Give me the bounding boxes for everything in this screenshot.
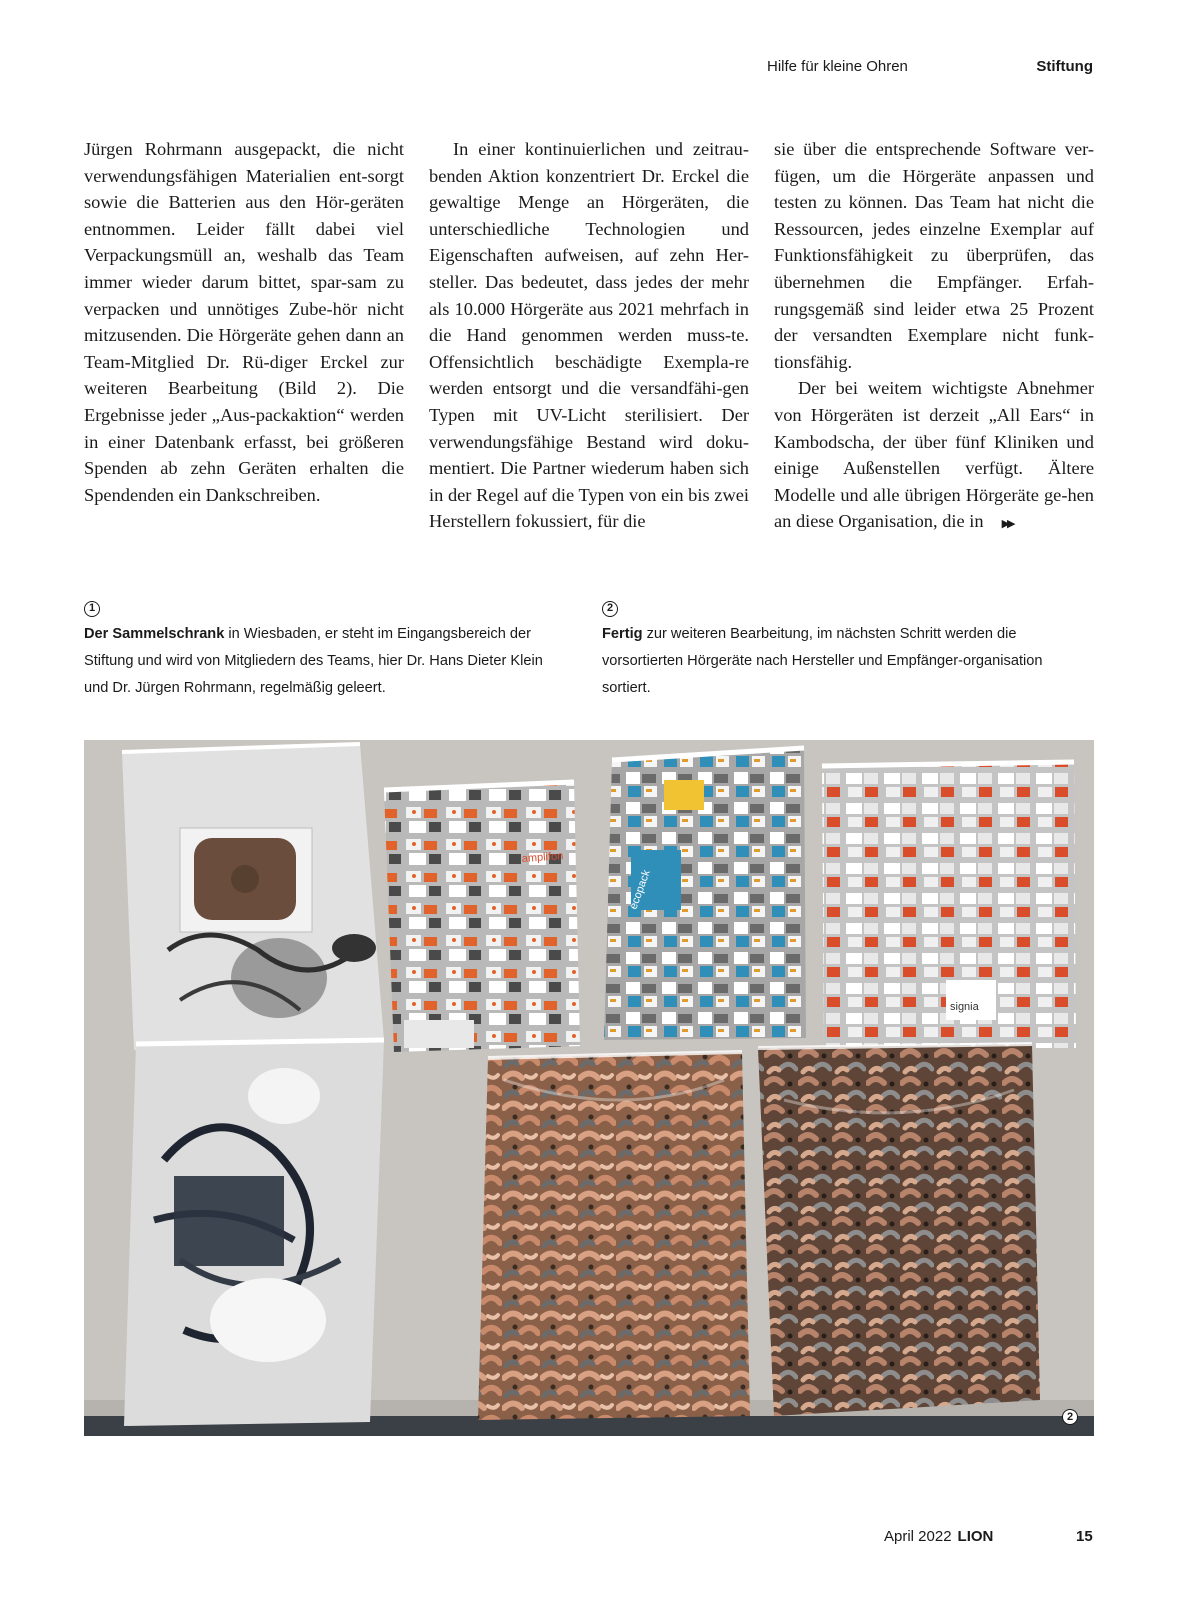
- bag-hearing-aids-1: [478, 1052, 750, 1420]
- bag-batteries-1: [384, 782, 580, 1052]
- paragraph-text: Der bei weitem wichtigste Abnehmer von Hörgeräten ist derzeit „All Ears“ in Kambodscha, der über fünf Kliniken und einige Außenstellen verfügt. Ältere Modelle und alle übrigen Hörgeräte ge-hen an diese Organisation, die in: [774, 378, 1094, 532]
- caption-2: [602, 594, 1082, 702]
- caption-lead: Fertig: [602, 626, 643, 642]
- pack-label: signia: [950, 1001, 979, 1013]
- body-paragraph-continued: [774, 375, 1094, 538]
- photo-sorted-hearing-aids: [84, 740, 1094, 1436]
- bag-batteries-3: [822, 762, 1076, 1048]
- body-column-2: [429, 136, 749, 535]
- running-header: [0, 58, 1200, 82]
- issue-date: April 2022: [884, 1528, 952, 1545]
- body-paragraph: Jürgen Rohrmann ausgepackt, die nicht verwendungsfähigen Materialien ent-sorgt sowie die Batterien aus den Hör-geräten entnommen. Leider fällt dabei viel Verpackungsmüll an, weshalb das Team immer wieder darum bittet, spar-sam zu verpacken und unnötiges Zube-hör nicht mitzusenden. Die Hörgeräte gehen dann an Team-Mitglied Dr. Rü-diger Erckel zur weiteren Bearbeitung (Bild 2). Die Ergebnisse jeder „Aus-packaktion“ werden in einer Datenbank erfasst, bei größeren Spenden ab zehn Geräten erhalten die Spendenden ein Dankschreiben.: [84, 139, 404, 505]
- caption-body: zur weiteren Bearbeitung, im nächsten Schritt werden die vorsortierten Hörgeräte nach Hersteller und Empfänger-organisation sortiert.: [602, 626, 1043, 696]
- header-topic: Hilfe für kleine Ohren: [767, 58, 908, 75]
- bag-hearing-aids-2: [758, 1044, 1040, 1416]
- body-paragraph: In einer kontinuierlichen und zeitrau-benden Aktion konzentriert Dr. Erckel die gewaltige Menge an Hörgeräten, die unterschiedliche Technologien und Eigenschaften aufweisen, auf zehn Her-steller. Das bedeutet, dass jedes der mehr als 10.000 Hörgeräte aus 2021 mehrfach in die Hand genommen werden muss-te. Offensichtlich beschädigte Exempla-re werden entsorgt und die versandfähi-gen Typen mit UV-Licht sterilisiert. Der verwendungsfähige Bestand wird doku-mentiert. Die Partner wiederum haben sich in der Regel auf die Typen von ein bis zwei Herstellern fokussiert, für die: [429, 139, 749, 532]
- caption-lead: Der Sammelschrank: [84, 626, 225, 642]
- bag-accessories-top: [122, 744, 384, 1050]
- caption-text: [602, 621, 1082, 702]
- body-column-3: [774, 136, 1094, 538]
- header-section-name: Stiftung: [1036, 58, 1093, 75]
- body-paragraph: sie über die entsprechende Software ver-fügen, um die Hörgeräte anpassen und testen zu können. Das Team hat nicht die Ressourcen, jedes einzelne Exemplar auf Funktionsfähigkeit zu überprüfen, das übernehmen die Empfänger. Erfah-rungsgemäß sind leider etwa 25 Prozent der versandten Exemplare nicht funk-tionsfähig.: [774, 139, 1094, 372]
- caption-number-badge: 2: [602, 601, 618, 617]
- body-column-1: [84, 136, 404, 508]
- photo-number-badge: 2: [1062, 1409, 1078, 1425]
- footer-issue: [884, 1528, 993, 1545]
- pack-label: amplifon: [521, 850, 564, 865]
- bag-cables-bottom: [124, 1040, 384, 1426]
- pack-label: ecopack: [627, 868, 653, 912]
- caption-1: [84, 594, 564, 702]
- caption-body: in Wiesbaden, er steht im Eingangsbereich der Stiftung und wird von Mitgliedern des Teams, hier Dr. Hans Dieter Klein und Dr. Jürgen Rohrmann, regelmäßig geleert.: [84, 626, 543, 696]
- caption-number-badge: 1: [84, 601, 100, 617]
- magazine-name: LION: [957, 1528, 994, 1545]
- bag-batteries-2: [604, 748, 806, 1040]
- page-number: 15: [1076, 1528, 1093, 1545]
- caption-text: [84, 621, 564, 702]
- play-forward-icon: ▶▶: [1001, 517, 1013, 531]
